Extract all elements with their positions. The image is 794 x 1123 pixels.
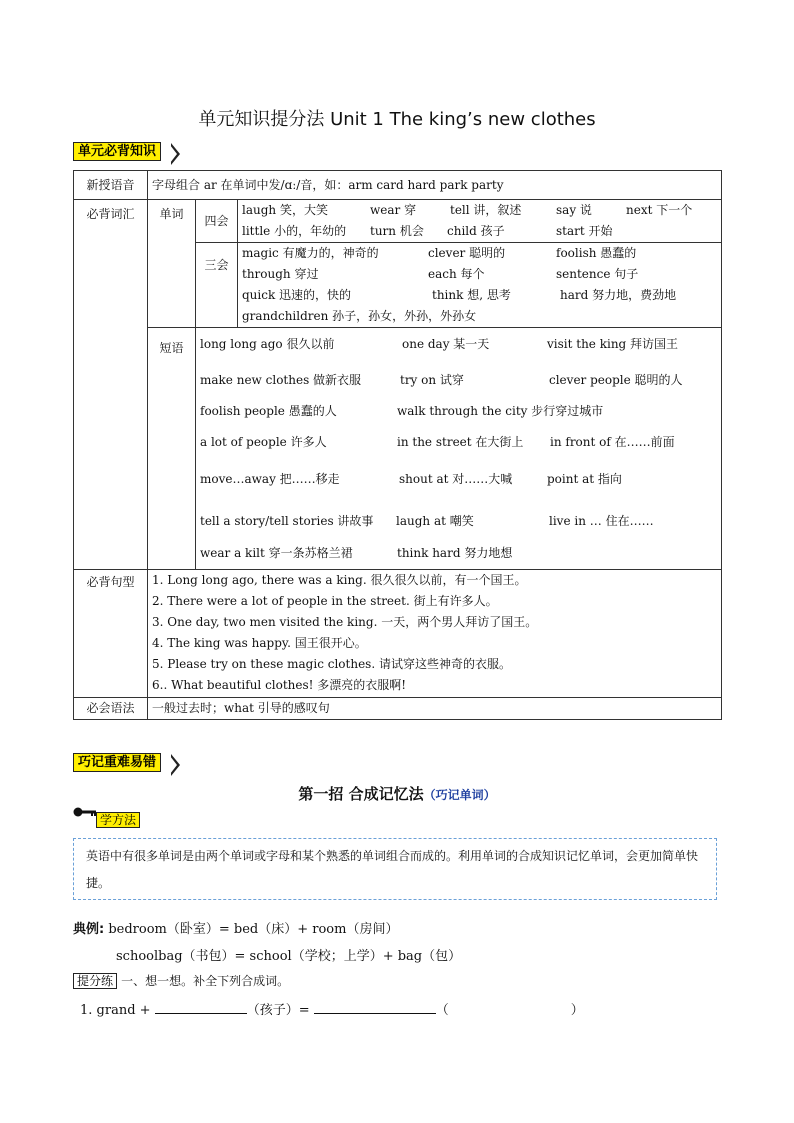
tag-arrow-icon — [171, 143, 180, 165]
section-tag-label: 巧记重难易错 — [73, 753, 161, 772]
four-skill-words — [238, 200, 722, 243]
list-item: say 说 — [556, 203, 592, 217]
table-row — [74, 698, 722, 720]
list-item: clever 聪明的 — [428, 246, 506, 260]
q1-hint: （孩子）= — [246, 1003, 310, 1018]
list-item: turn 机会 — [370, 224, 424, 238]
list-item: walk through the city 步行穿过城市 — [397, 404, 604, 418]
list-item: tell 讲，叙述 — [450, 203, 522, 217]
example-2: schoolbag（书包）= school（学校；上学）+ bag（包） — [116, 949, 462, 964]
question-1 — [80, 999, 584, 1018]
list-item: wear 穿 — [370, 203, 417, 217]
list-item: try on 试穿 — [400, 373, 464, 387]
three-skill-label: 三会 — [196, 243, 238, 328]
phrases-label: 短语 — [148, 328, 196, 570]
list-item: sentence 句子 — [556, 267, 639, 281]
list-item: 5. Please try on these magic clothes. 请试穿这些神奇的衣服。 — [152, 657, 511, 671]
list-item: point at 指向 — [547, 472, 622, 486]
list-item: clever people 聪明的人 — [549, 373, 683, 387]
list-item: visit the king 拜访国王 — [547, 337, 679, 351]
list-item: tell a story/tell stories 讲故事 — [200, 514, 374, 528]
q1-close: ） — [570, 1003, 584, 1018]
row-label: 新授语音 — [74, 171, 148, 200]
list-item: one day 某一天 — [402, 337, 490, 351]
method-heading — [0, 783, 794, 804]
phrases-list — [196, 328, 722, 570]
section-tag-knowledge — [73, 143, 161, 161]
row-label: 必会语法 — [74, 698, 148, 720]
tip-box: 英语中有很多单词是由两个单词或字母和某个熟悉的单词组合而成的。利用单词的合成知识记忆单词，会更加简单快捷。 — [73, 838, 717, 900]
list-item: shout at 对……大喊 — [399, 472, 513, 486]
list-item: laugh at 嘲笑 — [396, 514, 474, 528]
list-item: 3. One day, two men visited the king. 一天，两个男人拜访了国王。 — [152, 615, 538, 629]
answer-blank[interactable] — [155, 1001, 247, 1014]
list-item: 6.. What beautiful clothes! 多漂亮的衣服啊! — [152, 678, 407, 692]
list-item: live in … 住在…… — [549, 514, 654, 528]
page-title: 单元知识提分法 Unit 1 The king’s new clothes — [198, 109, 596, 130]
list-item: wear a kilt 穿一条苏格兰裙 — [200, 546, 353, 560]
list-item: next 下一个 — [626, 203, 693, 217]
list-item: move…away 把……移走 — [200, 472, 340, 486]
method-heading-text: 第一招 合成记忆法 — [298, 785, 424, 803]
list-item: grandchildren 孙子，孙女，外孙，外孙女 — [242, 309, 477, 323]
answer-blank[interactable] — [314, 1001, 436, 1014]
section-tag-tips — [73, 754, 161, 772]
example-line-1 — [73, 918, 398, 937]
list-item: little 小的，年幼的 — [242, 224, 347, 238]
knowledge-table — [73, 170, 722, 720]
row-label: 必背词汇 — [74, 200, 148, 570]
practice-instruction: 一、想一想。补全下列合成词。 — [121, 974, 290, 988]
list-item: child 孩子 — [447, 224, 505, 238]
learn-method-label: 学方法 — [96, 812, 140, 828]
list-item: 2. There were a lot of people in the street. 街上有许多人。 — [152, 594, 498, 608]
example-label: 典例: — [73, 922, 105, 937]
tag-arrow-icon — [171, 754, 180, 776]
list-item: make new clothes 做新衣服 — [200, 373, 362, 387]
q1-prefix: 1. grand + — [80, 1003, 151, 1018]
list-item: hard 努力地，费劲地 — [560, 288, 677, 302]
q1-open: （ — [435, 1003, 449, 1018]
learn-method-tag — [96, 812, 140, 828]
list-item: 1. Long long ago, there was a king. 很久很久以前，有一个国王。 — [152, 573, 527, 587]
list-item: long long ago 很久以前 — [200, 337, 335, 351]
list-item: magic 有魔力的，神奇的 — [242, 246, 379, 260]
four-skill-label: 四会 — [196, 200, 238, 243]
list-item: in the street 在大街上 — [397, 435, 524, 449]
table-row — [74, 570, 722, 698]
example-1: bedroom（卧室）= bed（床）+ room（房间） — [104, 922, 399, 937]
list-item: laugh 笑，大笑 — [242, 203, 328, 217]
section-tag-label: 单元必背知识 — [73, 142, 161, 161]
three-skill-words — [238, 243, 722, 328]
list-item: foolish people 愚蠢的人 — [200, 404, 337, 418]
list-item: 4. The king was happy. 国王很开心。 — [152, 636, 367, 650]
list-item: through 穿过 — [242, 267, 319, 281]
practice-line — [73, 972, 289, 989]
table-row — [74, 171, 722, 200]
list-item: think hard 努力地想 — [397, 546, 513, 560]
row-label: 必背句型 — [74, 570, 148, 698]
list-item: in front of 在……前面 — [550, 435, 675, 449]
key-icon — [73, 806, 97, 821]
sentences-list — [148, 570, 722, 698]
list-item: quick 迅速的，快的 — [242, 288, 352, 302]
pronunciation-content: 字母组合 ar 在单词中发/ɑː/音，如：arm card hard park party — [148, 171, 722, 200]
words-label: 单词 — [148, 200, 196, 328]
table-row — [74, 328, 722, 570]
method-heading-sub: （巧记单词） — [423, 788, 496, 802]
table-row — [74, 200, 722, 243]
list-item: a lot of people 许多人 — [200, 435, 327, 449]
practice-tag: 提分练 — [73, 973, 117, 989]
list-item: each 每个 — [428, 267, 485, 281]
grammar-content: 一般过去时；what 引导的感叹句 — [148, 698, 722, 720]
list-item: think 想, 思考 — [432, 288, 511, 302]
list-item: foolish 愚蠢的 — [556, 246, 637, 260]
list-item: start 开始 — [556, 224, 613, 238]
